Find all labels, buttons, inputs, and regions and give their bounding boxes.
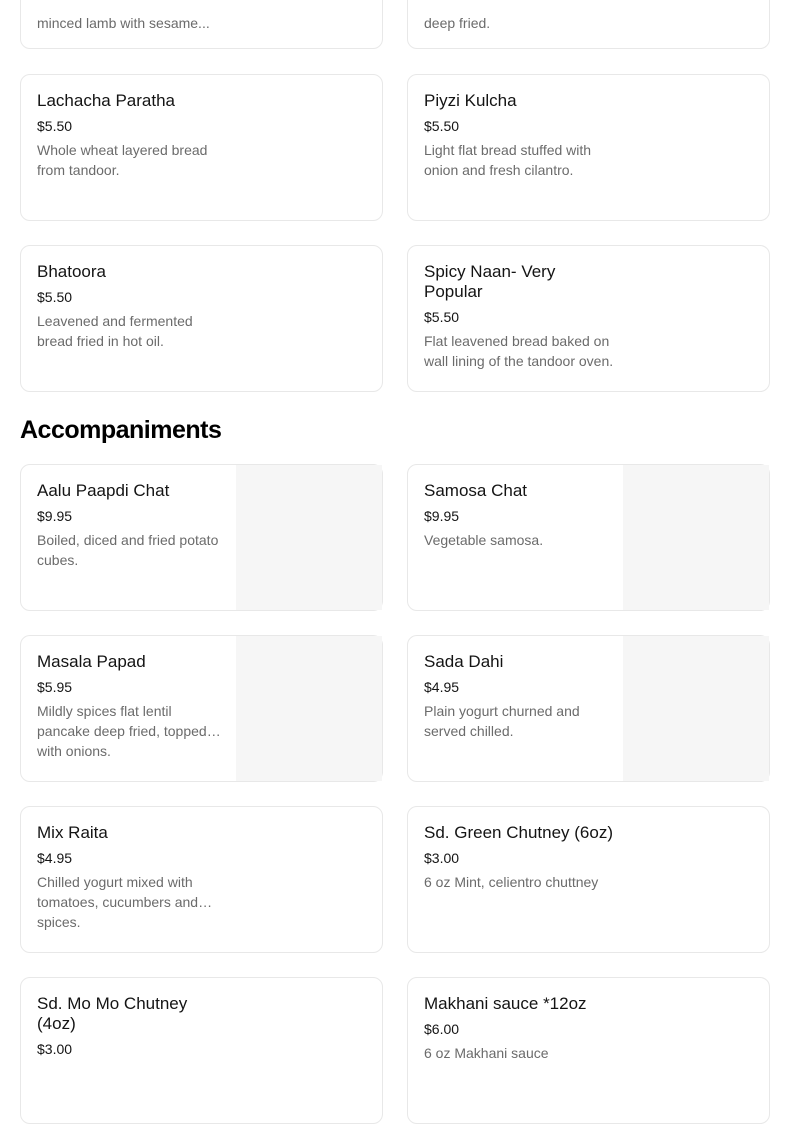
item-price: $3.00 <box>424 850 460 866</box>
item-image-placeholder <box>623 636 769 781</box>
menu-item-card[interactable] <box>407 464 770 611</box>
menu-item-card[interactable] <box>20 245 383 392</box>
item-price: $4.95 <box>37 850 73 866</box>
item-name: Sd. Mo Mo Chutney (4oz) <box>37 994 188 1033</box>
menu-item-card[interactable] <box>20 806 383 953</box>
item-description: deep fried. <box>424 15 491 31</box>
item-price: $5.50 <box>424 118 460 134</box>
item-description: Whole wheat layered bread from tandoor. <box>37 142 208 178</box>
item-price: $5.50 <box>424 309 460 325</box>
item-image-placeholder <box>236 636 382 781</box>
menu-item-card[interactable] <box>20 635 383 782</box>
menu-item-card[interactable] <box>407 74 770 221</box>
item-price: $5.95 <box>37 679 73 695</box>
item-price: $4.95 <box>424 679 460 695</box>
item-description: minced lamb with sesame... <box>37 15 210 31</box>
item-name: Makhani sauce *12oz <box>424 994 587 1013</box>
menu-item-card[interactable] <box>407 635 770 782</box>
item-price: $9.95 <box>424 508 460 524</box>
item-name: Spicy Naan- Very Popular <box>424 262 556 301</box>
item-price: $6.00 <box>424 1021 460 1037</box>
item-description: Vegetable samosa. <box>424 532 544 548</box>
item-price: $3.00 <box>37 1041 73 1057</box>
item-price: $5.50 <box>37 118 73 134</box>
item-name: Piyzi Kulcha <box>424 91 517 110</box>
item-description: Chilled yogurt mixed with tomatoes, cucumbers and spices. <box>37 874 199 930</box>
menu-item-card[interactable] <box>20 74 383 221</box>
item-price: $9.95 <box>37 508 73 524</box>
item-description: 6 oz Makhani sauce <box>424 1045 549 1061</box>
item-description: 6 oz Mint, celientro chuttney <box>424 874 599 890</box>
item-image-placeholder <box>236 465 382 610</box>
section-title-accompaniments: Accompaniments <box>20 416 222 444</box>
item-image-placeholder <box>623 465 769 610</box>
menu-item-card[interactable] <box>407 977 770 1124</box>
menu-item-card[interactable] <box>407 0 770 49</box>
menu-item-card[interactable] <box>20 977 383 1124</box>
item-description: Leavened and fermented bread fried in hot oil. <box>37 313 193 349</box>
menu-item-card[interactable] <box>407 806 770 953</box>
menu-item-card[interactable] <box>20 0 383 49</box>
item-name: Aalu Paapdi Chat <box>37 481 170 500</box>
item-name: Sd. Green Chutney (6oz) <box>424 823 613 842</box>
menu-item-card[interactable] <box>407 245 770 392</box>
item-name: Masala Papad <box>37 652 146 671</box>
item-name: Sada Dahi <box>424 652 504 671</box>
item-description: Boiled, diced and fried potato cubes. <box>37 532 219 568</box>
menu-item-card[interactable] <box>20 464 383 611</box>
item-description: Plain yogurt churned and served chilled. <box>424 703 580 739</box>
item-description: Flat leavened bread baked on wall lining of the tandoor oven. <box>424 333 614 369</box>
item-description: Mildly spices flat lentil pancake deep fried, topped with onions. <box>37 703 207 759</box>
item-name: Lachacha Paratha <box>37 91 175 110</box>
item-price: $5.50 <box>37 289 73 305</box>
item-description: Light flat bread stuffed with onion and fresh cilantro. <box>424 142 592 178</box>
item-name: Bhatoora <box>37 262 106 281</box>
item-name: Mix Raita <box>37 823 108 842</box>
item-name: Samosa Chat <box>424 481 527 500</box>
